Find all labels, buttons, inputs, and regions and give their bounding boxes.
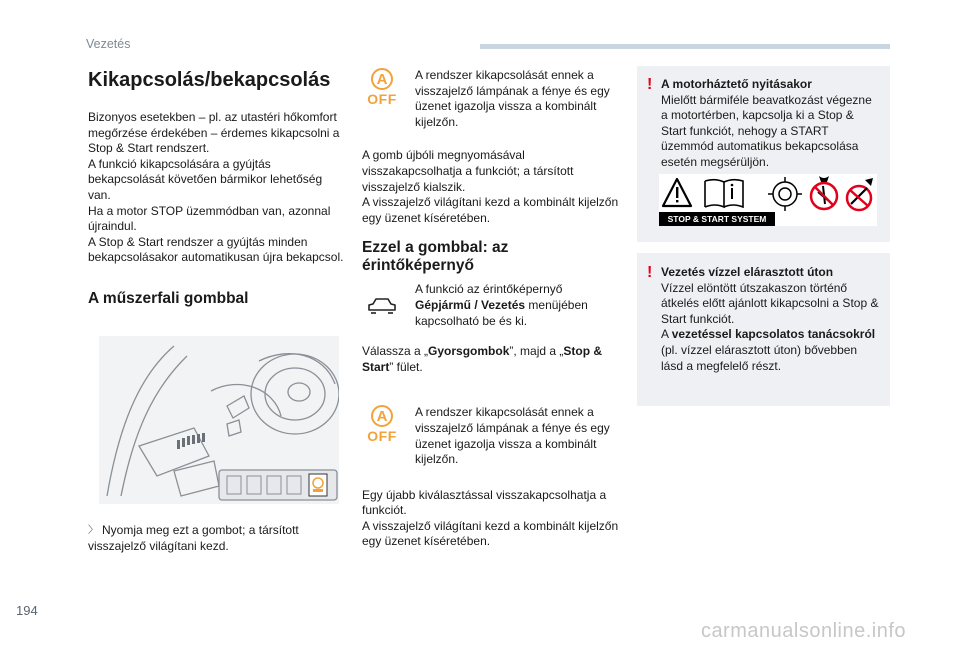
intro-line: A funkció kikapcsolására a gyújtás bekapcsolását követően bármikor lehetőség van.	[88, 156, 323, 202]
touchscreen-block	[362, 282, 620, 329]
warning-triangle-icon	[663, 179, 691, 206]
stop-start-off-icon: A OFF	[362, 68, 402, 107]
intro-line: Ha a motor STOP üzemmódban van, azonnal újraindul.	[88, 203, 331, 234]
header-rule	[480, 44, 890, 49]
warning-title: A motorháztető nyitásakor	[661, 77, 812, 91]
section-label: Vezetés	[86, 37, 131, 51]
warning-icon: !	[647, 264, 653, 281]
no-hands-icon	[811, 176, 837, 209]
fan-belt-icon	[768, 177, 802, 211]
dashboard-illustration	[99, 336, 339, 504]
intro-line: A Stop & Start rendszer a gyújtás minden bekapcsolásakor automatikusan újra bekapcsol.	[88, 234, 344, 265]
bullet-arrow: 〉	[88, 525, 98, 536]
reselect-text: Egy újabb kiválasztással visszakapcsolhatja a funkciót. A visszajelző világítani kezd a kombinált kijelzőn egy üzenet kíséretében.	[362, 487, 619, 549]
warning-box-flooded-road	[637, 253, 890, 406]
column-left	[88, 60, 346, 308]
manual-book-icon	[705, 180, 743, 207]
page-number: 194	[16, 603, 38, 618]
illustration-caption	[88, 523, 344, 554]
indicator-block-1	[362, 68, 620, 130]
reactivate-text: A gomb újbóli megnyomásával visszakapcsolhatja a funkciót; a társított visszajelző kialszik. A visszajelző világítani kezd a kombinált kijelzőn egy üzenet kíséretében.	[362, 148, 619, 225]
indicator-text: A rendszer kikapcsolását ennek a visszajelző lámpának a fénye és egy üzenet igazolja vissza a kombinált kijelzőn.	[415, 68, 610, 129]
stop-start-label: STOP & START SYSTEM	[659, 212, 775, 226]
stop-start-symbols	[659, 174, 877, 226]
watermark: carmanualsonline.info	[700, 620, 906, 642]
indicator-text: A rendszer kikapcsolását ennek a visszajelző lámpának a fénye és egy üzenet igazolja vissza a kombinált kijelzőn.	[415, 405, 610, 467]
warning-icon: !	[647, 76, 653, 93]
warning-bonnet	[647, 76, 880, 171]
warning-text: Mielőtt bármiféle beavatkozást végezne a motortérben, kapcsolja ki a Stop & Start funkciót, nehogy a START üzemmód automatikus bekapcsolása esetén megsérüljön.	[661, 92, 872, 169]
dashboard-drawing	[99, 336, 339, 504]
warning-flooded-road: ! Vezetés vízzel elárasztott úton Vízzel elöntött útszakaszon történő átkelés előtt ajánlott kikapcsolni a Stop & Start funkciót. A vezetéssel kapcsolatos tanácsokról (pl. vízzel elárasztott úton) bővebben lásd a megfelelő részt.	[647, 264, 879, 373]
warning-title: Vezetés vízzel elárasztott úton	[661, 265, 834, 279]
warning-box-bonnet	[637, 66, 890, 242]
touchscreen-text: A funkció az érintőképernyő Gépjármű / Vezetés menüjében kapcsolható be és ki.	[415, 282, 588, 328]
indicator-block-2	[362, 405, 620, 467]
intro-line: Bizonyos esetekben – pl. az utastéri hőkomfort megőrzése érdekében – érdemes kikapcsolni a Stop & Start rendszert.	[88, 110, 340, 156]
car-icon	[362, 282, 402, 314]
stop-start-off-icon: A OFF	[362, 405, 402, 444]
no-tool-icon	[847, 178, 873, 210]
caption-text: Nyomja meg ezt a gombot; a társított visszajelző világítani kezd.	[88, 523, 299, 553]
warning-text: Vízzel elöntött útszakaszon történő átkelés előtt ajánlott kikapcsolni a Stop & Start funkciót.	[661, 280, 879, 326]
intro-text	[88, 110, 346, 266]
page-title: Kikapcsolás/bekapcsolás	[88, 69, 331, 91]
subtitle-dashboard-button: A műszerfali gombbal	[88, 289, 249, 307]
column-middle	[362, 60, 620, 550]
select-shortcut-text: Válassza a „Gyorsgombok”, majd a „Stop & Start” fület.	[362, 344, 603, 374]
subtitle-touchscreen: Ezzel a gombbal: az érintőképernyő	[362, 239, 509, 275]
